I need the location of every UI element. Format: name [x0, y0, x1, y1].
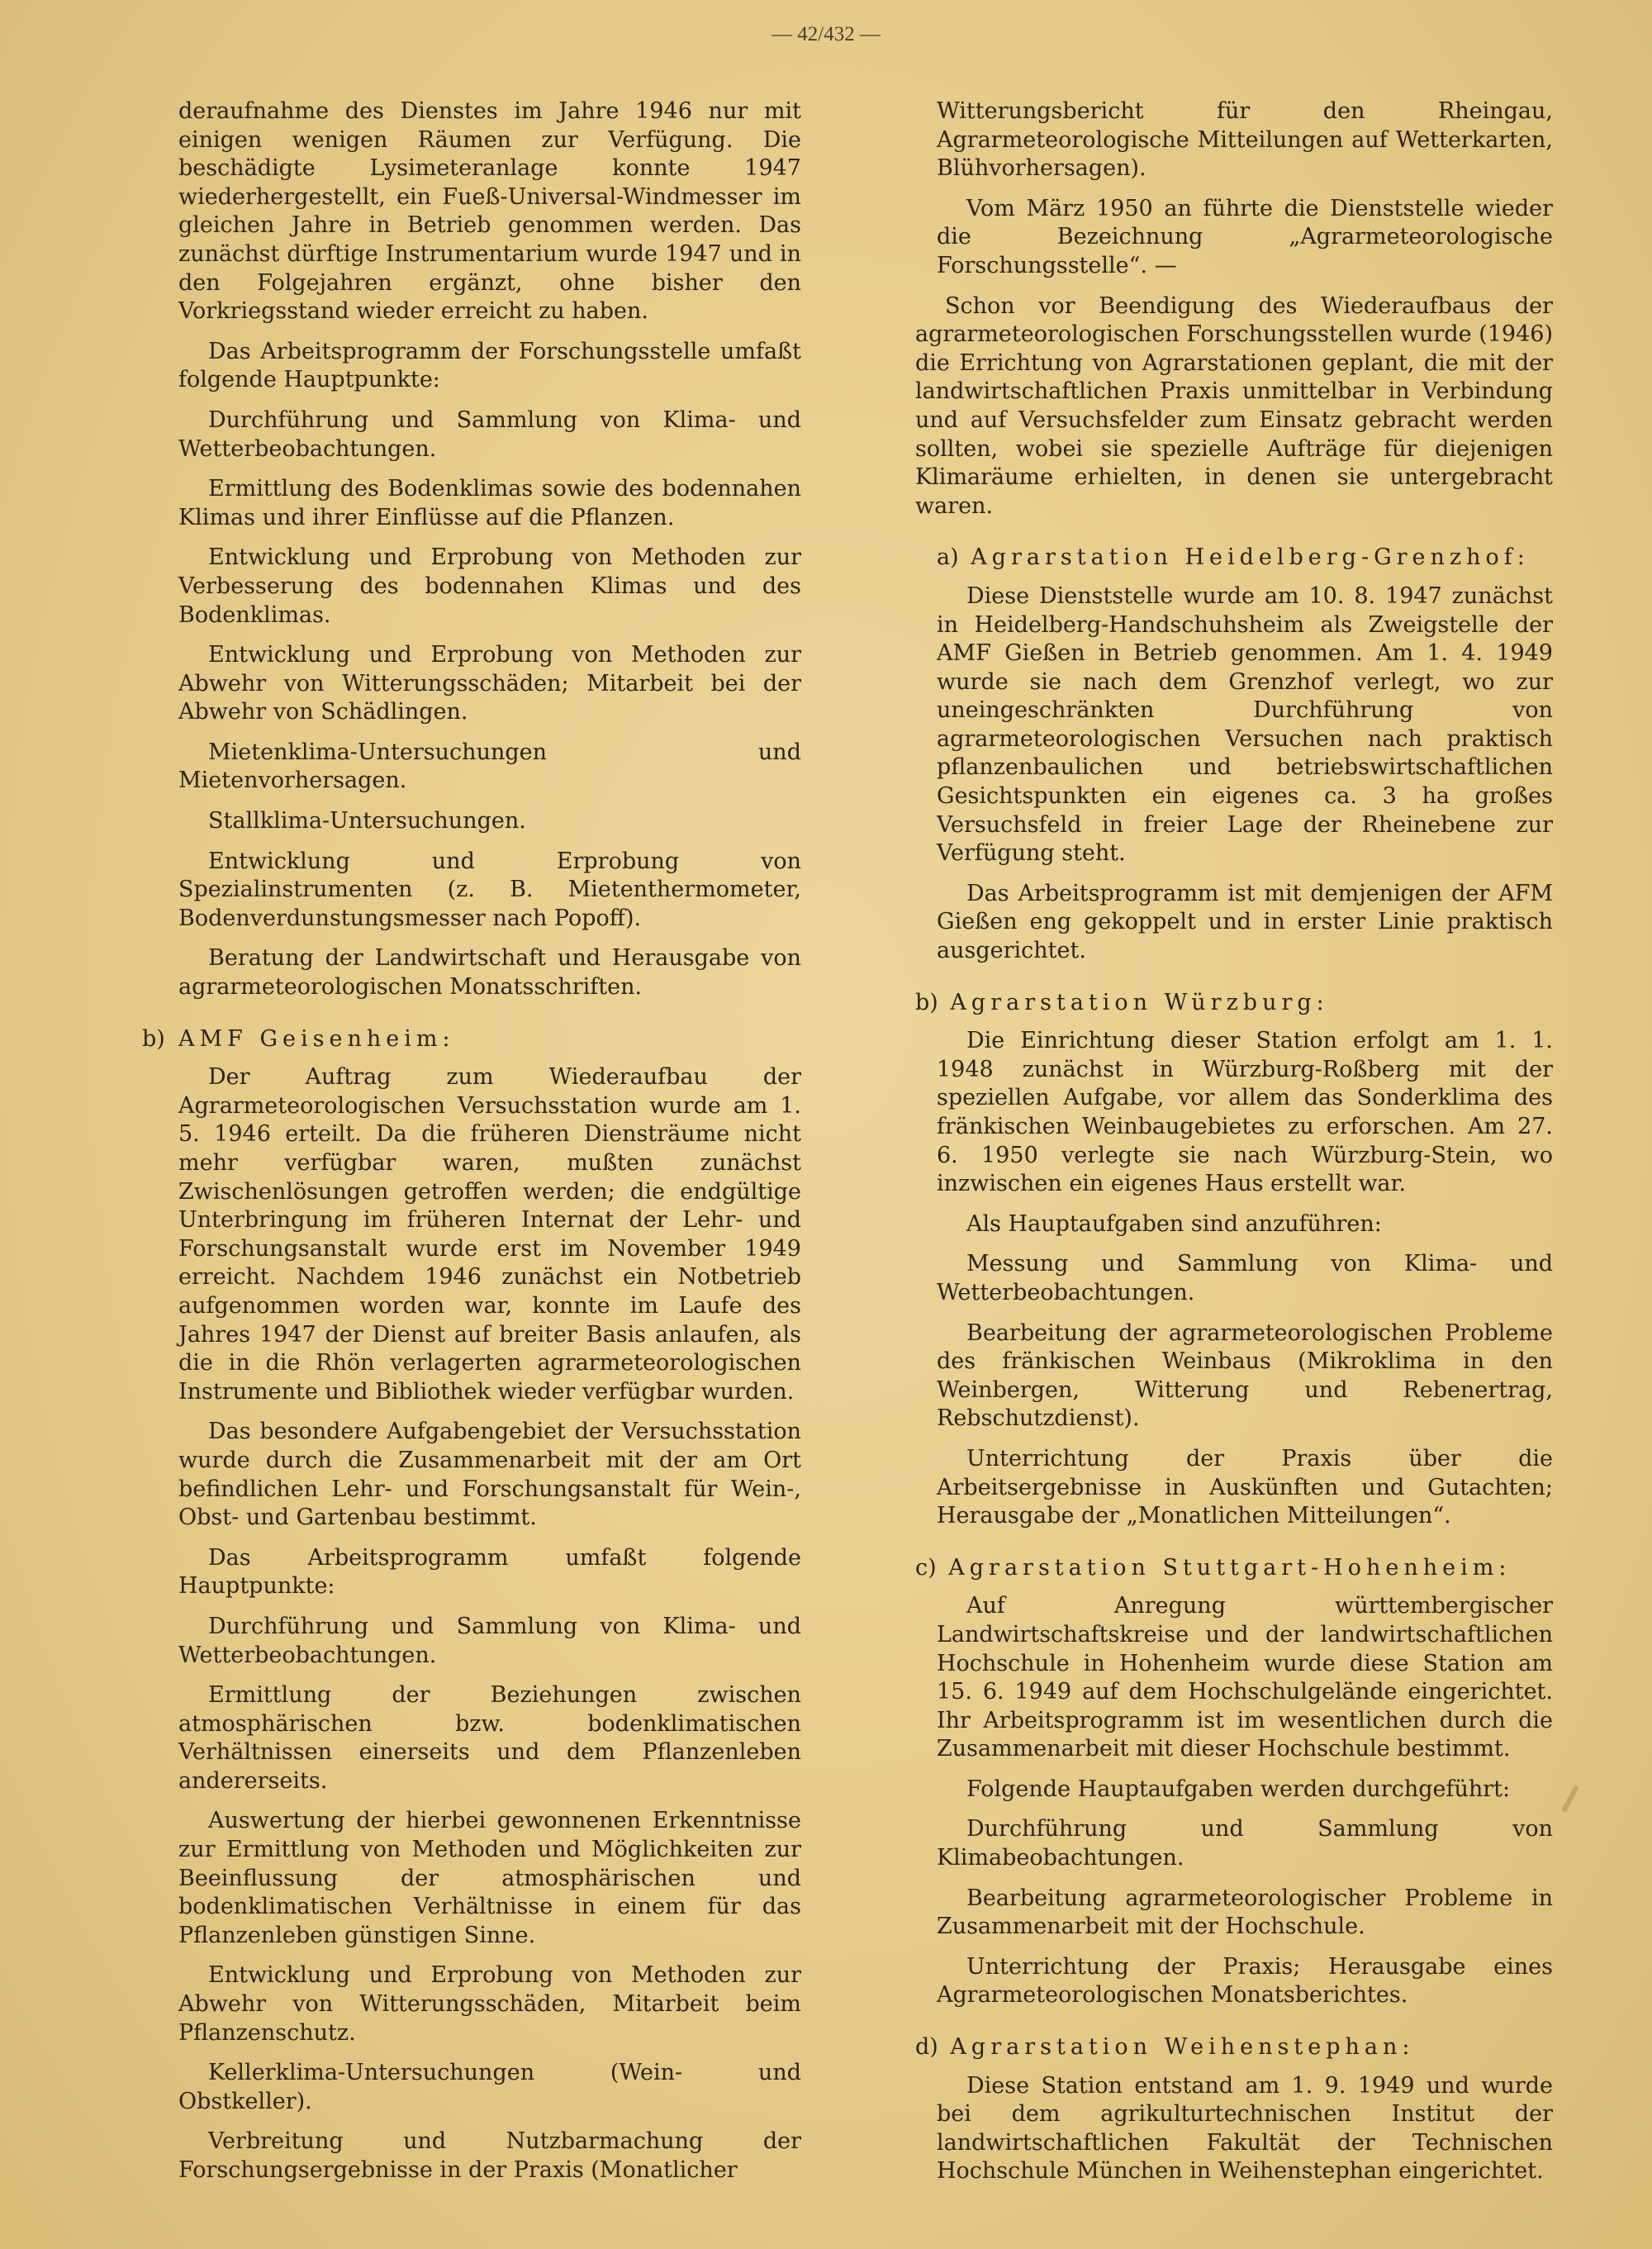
section-heading	[142, 1025, 801, 1054]
list-item: Entwicklung und Erprobung von Methoden zur Verbesserung des bodennahen Klimas und des Bodenklimas.	[178, 544, 801, 628]
paragraph: Diese Station entstand am 1. 9. 1949 und wurde bei dem agrikulturtechnischen Institut der landwirtschaftlichen Fakultät der Technischen Hochschule München in Weihenstephan eingerichtet.	[937, 2072, 1553, 2185]
section-title: Agrarstation Weihenstephan:	[950, 2034, 1415, 2061]
summary-paragraph: Schon vor Beendigung des Wiederaufbaus der agrarmeteorologischen Forschungsstellen wurde (1946) die Errichtung von Agrarstationen geplant, die mit der landwirtschaftlichen Praxis unmittelbar in Verbindung und auf Versuchsfelder zum Einsatz gebracht werden sollten, wobei sie spezielle Aufträge für diejenigen Klimaräume erhielten, in denen sie untergebracht waren.	[915, 292, 1553, 519]
list-item: Auswertung der hierbei gewonnenen Erkenntnisse zur Ermittlung von Methoden und Möglichkeiten zur Beeinflussung der atmosphärischen und bodenklimatischen Verhältnisse in einem für das Pflanzenleben günstigen Sinne.	[178, 1808, 801, 1948]
paragraph: Witterungsbericht für den Rheingau, Agrarmeteorologische Mitteilungen auf Wetterkarten, Blühvorhersagen).	[937, 98, 1553, 182]
list-item: Entwicklung und Erprobung von Methoden zur Abwehr von Witterungsschäden; Mitarbeit bei der Abwehr von Schädlingen.	[178, 642, 801, 725]
list-item: Durchführung und Sammlung von Klimabeobachtungen.	[937, 1816, 1553, 1871]
section-label: b)	[915, 989, 938, 1015]
list-item: Beratung der Landwirtschaft und Herausgabe von agrarmeteorologischen Monatsschriften.	[178, 945, 801, 1001]
section-label: d)	[915, 2034, 938, 2061]
paragraph: Vom März 1950 an führte die Dienststelle wieder die Bezeichnung „Agrarmeteorologische Forschungsstelle“. —	[937, 195, 1553, 278]
list-item: Durchführung und Sammlung von Klima- und Wetterbeobachtungen.	[178, 1613, 801, 1668]
paragraph: Diese Dienststelle wurde am 10. 8. 1947 zunächst in Heidelberg-Handschuhsheim als Zweigstelle der AMF Gießen in Betrieb genommen. Am 1. 4. 1949 wurde sie nach dem Grenzhof verlegt, wo zur uneingeschränkten Durchführung von agrarmeteorologischen Versuchen nach praktisch pflanzenbaulichen und betriebswirtschaftlichen Gesichtspunkten ein eigenes ca. 3 ha großes Versuchsfeld in freier Lage der Rheinebene zur Verfügung steht.	[937, 582, 1553, 867]
page-number: — 42/432 —	[771, 23, 881, 45]
list-item: Ermittlung des Bodenklimas sowie des bodennahen Klimas und ihrer Einflüsse auf die Pflanzen.	[178, 476, 801, 530]
paragraph: Folgende Hauptaufgaben werden durchgeführt:	[966, 1776, 1511, 1802]
list-item: Durchführung und Sammlung von Klima- und Wetterbeobachtungen.	[178, 407, 801, 462]
list-item: Messung und Sammlung von Klima- und Wetterbeobachtungen.	[937, 1251, 1553, 1305]
section-title: Agrarstation Stuttgart-Hohenheim:	[948, 1554, 1512, 1581]
section-label: c)	[915, 1554, 937, 1581]
list-item: Unterrichtung der Praxis über die Arbeitsergebnisse in Auskünften und Gutachten; Herausgabe der „Monatlichen Mitteilungen“.	[937, 1445, 1553, 1529]
paragraph: Das Arbeitsprogramm umfaßt folgende Hauptpunkte:	[178, 1544, 801, 1600]
list-item: Entwicklung und Erprobung von Spezialinstrumenten (z. B. Mietenthermometer, Bodenverdunstungsmesser nach Popoff).	[178, 848, 801, 931]
list-item: Unterrichtung der Praxis; Herausgabe eines Agrarmeteorologischen Monatsberichtes.	[937, 1953, 1553, 2009]
paragraph: Der Auftrag zum Wiederaufbau der Agrarmeteorologischen Versuchsstation wurde am 1. 5. 1946 erteilt. Da die früheren Diensträume nicht mehr verfügbar waren, mußten zunächst Zwischenlösungen getroffen werden; die endgültige Unterbringung im früheren Internat der Lehr- und Forschungsanstalt wurde erst im November 1949 erreicht. Nachdem 1946 zunächst ein Notbetrieb aufgenommen worden war, konnte im Laufe des Jahres 1947 der Dienst auf breiter Basis anlaufen, als die in die Rhön verlagerten agrarmeteorologischen Instrumente und Bibliothek wieder verfügbar wurden.	[178, 1064, 801, 1405]
section-title: AMF Geisenheim:	[178, 1025, 455, 1052]
list-item: Verbreitung und Nutzbarmachung der Forschungsergebnisse in der Praxis (Monatlicher	[178, 2128, 801, 2183]
paragraph: Die Einrichtung dieser Station erfolgt am 1. 1. 1948 zunächst in Würzburg-Roßberg mit der speziellen Aufgabe, vor allem das Sonderklima des fränkischen Weinbaugebietes zu erforschen. Am 27. 6. 1950 verlegte sie nach Würzburg-Stein, wo inzwischen ein eigenes Haus erstellt war.	[937, 1028, 1553, 1197]
section-heading	[915, 2033, 1553, 2062]
pencil-mark	[1561, 1785, 1578, 1813]
section-heading	[915, 544, 1553, 573]
section-title: Agrarstation Würzburg:	[950, 989, 1329, 1015]
paragraph: Auf Anregung württembergischer Landwirtschaftskreise und der landwirtschaftlichen Hochschule in Hohenheim wurde diese Station am 15. 6. 1949 auf dem Hochschulgelände eingerichtet. Ihr Arbeitsprogramm ist im wesentlichen durch die Zusammenarbeit mit dieser Hochschule bestimmt.	[937, 1593, 1553, 1762]
paragraph: Das Arbeitsprogramm der Forschungsstelle umfaßt folgende Hauptpunkte:	[178, 338, 801, 393]
paragraph: Als Hauptaufgaben sind anzuführen:	[966, 1210, 1382, 1237]
section-label: a)	[937, 544, 959, 571]
left-column	[142, 97, 801, 2197]
section-heading	[915, 1554, 1553, 1583]
list-item: Kellerklima-Untersuchungen (Wein- und Obstkeller).	[178, 2060, 801, 2114]
paragraph: deraufnahme des Dienstes im Jahre 1946 nur mit einigen wenigen Räumen zur Verfügung. Die beschädigte Lysimeteranlage konnte 1947 wiederhergestellt, ein Fueß-Universal-Windmesser im gleichen Jahre in Betrieb genommen werden. Das zunächst dürftige Instrumentarium wurde 1947 und in den Folgejahren ergänzt, ohne bisher den Vorkriegsstand wieder erreicht zu haben.	[178, 98, 801, 325]
list-item: Mietenklima-Untersuchungen und Mietenvorhersagen.	[178, 739, 801, 794]
list-item: Bearbeitung agrarmeteorologischer Probleme in Zusammenarbeit mit der Hochschule.	[937, 1885, 1553, 1940]
paragraph: Das Arbeitsprogramm ist mit demjenigen der AFM Gießen eng gekoppelt und in erster Linie praktisch ausgerichtet.	[937, 880, 1553, 964]
list-item: Ermittlung der Beziehungen zwischen atmosphärischen bzw. bodenklimatischen Verhältnissen einerseits und dem Pflanzenleben andererseits.	[178, 1682, 801, 1794]
list-item: Entwicklung und Erprobung von Methoden zur Abwehr von Witterungsschäden, Mitarbeit beim Pflanzenschutz.	[178, 1962, 801, 2046]
section-title: Agrarstation Heidelberg-Grenzhof:	[971, 544, 1530, 571]
right-column	[915, 97, 1553, 2198]
list-item: Stallklima-Untersuchungen.	[208, 808, 526, 834]
list-item: Bearbeitung der agrarmeteorologischen Probleme des fränkischen Weinbaus (Mikroklima in den Weinbergen, Witterung und Rebenertrag, Rebschutzdienst).	[937, 1319, 1553, 1432]
section-heading	[915, 989, 1553, 1018]
section-label: b)	[142, 1025, 165, 1052]
paragraph: Das besondere Aufgabengebiet der Versuchsstation wurde durch die Zusammenarbeit mit der am Ort befindlichen Lehr- und Forschungsanstalt für Wein-, Obst- und Gartenbau bestimmt.	[178, 1419, 801, 1531]
